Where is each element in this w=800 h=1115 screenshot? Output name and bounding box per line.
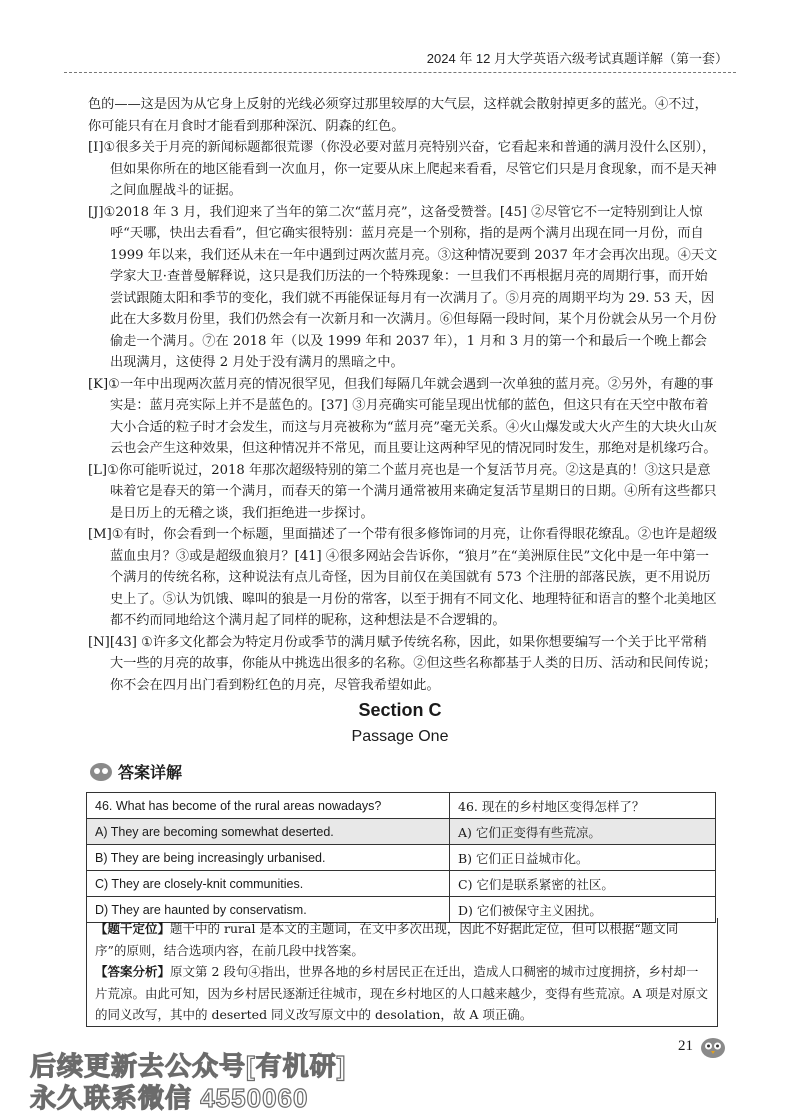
paragraph-n xyxy=(88,632,718,697)
paragraph-text: ①有时，你会看到一个标题，里面描述了一个带有很多修饰词的月亮，让你看得眼花缭乱。②也许是超级蓝血虫月？③或是超级血狼月？[41] ④很多网站会告诉你，“狼月”在“美洲原住民”文化中是一年中第一个满月的传统名称，这种说法有点儿奇怪，因为目前仅在美国就有 573 个注册的部落民族，更不用说历史上了。⑤认为饥饿、嗥叫的狼是一月份的常客，以至于拥有不同文化、地理特征和语言的整个北美地区都不约而同地给这个满月起了同样的昵称，这种想法是不合逻辑的。 xyxy=(110,527,718,628)
paragraph-l xyxy=(88,460,718,525)
option-zh: A) 它们正变得有些荒凉。 xyxy=(450,819,716,845)
paragraph-text: ①你可能听说过，2018 年那次超级特别的第二个蓝月亮也是一个复活节月亮。②这是真的！③这只是意味着它是春天的第一个满月，而春天的第一个满月通常被用来确定复活节星期日的日期。④所有这些都只是日历上的无稽之谈，我们拒绝进一步探讨。 xyxy=(107,462,717,521)
paragraph-label: [J] xyxy=(88,204,104,220)
question-en: 46. What has become of the rural areas nowadays? xyxy=(87,793,450,819)
paragraph-text: [43] ①许多文化都会为特定月份或季节的满月赋予传统名称，因此，如果你想要编写一个关于比平常稍大一些的月亮的故事，你能从中挑选出很多的名称。②但这些名称都基于人类的日历、活动和民间传说；你不会在四月出门看到粉红色的月亮，尽管我希望如此。 xyxy=(109,634,717,693)
option-en: C) They are closely-knit communities. xyxy=(87,871,450,897)
paragraph-label: [N] xyxy=(88,634,110,650)
owl-mascot-icon xyxy=(90,763,112,781)
answer-tag: 【答案分析】 xyxy=(95,964,171,979)
paragraph-label: [M] xyxy=(88,527,112,542)
locate-tag: 【题干定位】 xyxy=(95,921,171,936)
option-en: D) They are haunted by conservatism. xyxy=(87,897,450,923)
watermark-line-1: 后续更新去公众号[有机研] xyxy=(30,1051,347,1081)
page-number: 21 xyxy=(678,1038,693,1054)
watermark-line-2: 永久联系微信 4550060 xyxy=(30,1083,309,1113)
answer-text: 原文第 2 段句④指出，世界各地的乡村居民正在迁出，造成人口稠密的城市过度拥挤，乡村却一片荒凉。由此可知，因为乡村居民逐渐迁往城市，现在乡村地区的人口越来越少，变得有些荒凉。A 项是对原文的同义改写，其中的 deserted 同义改写原文中的 desolation，故 A 项正确。 xyxy=(95,964,709,1022)
answer-heading xyxy=(90,760,182,783)
option-zh: D) 它们被保守主义困扰。 xyxy=(450,897,716,923)
locate-paragraph xyxy=(95,918,709,961)
question-zh: 46. 现在的乡村地区变得怎样了？ xyxy=(450,793,716,819)
paragraph-k xyxy=(88,374,718,460)
option-en: B) They are being increasingly urbanised. xyxy=(87,845,450,871)
running-header: 2024 年 12 月大学英语六级考试真题详解（第一套） xyxy=(426,51,728,66)
section-title: Section C xyxy=(358,700,442,720)
paragraph-label: [I] xyxy=(88,140,104,155)
paragraph-text: ①很多关于月亮的新闻标题都很荒谬（你没必要对蓝月亮特别兴奋，它看起来和普通的满月没什么区别），但如果你所在的地区能看到一次血月，你一定要从床上爬起来看看，尽管它们只是月食现象，而不是天神之间血腥战斗的证据。 xyxy=(103,140,717,198)
paragraph-j xyxy=(88,202,718,374)
paragraph-text: ①2018 年 3 月，我们迎来了当年的第二次“蓝月亮”，这备受赞誉。[45] ②尽管它不一定特别到让人惊呼“天哪，快出去看看”，但它确实很特别：蓝月亮是一个别称，指的是两个满月出现在同一月份，而自 1999 年以来，我们还从未在一年中遇到过两次蓝月亮。③这种情况要到 2037 年才会再次出现。④天文学家大卫·查普曼解释说，这只是我们历法的一个特殊现象：一旦我们不再根据月亮的周期行事，而开始尝试跟随太阳和季节的变化，我们就不再能保证每月有一次满月了。⑤月亮的周期平均为 29. 53 天，因此在大多数月份里，我们仍然会有一次新月和一次满月。⑥但每隔一段时间，某个月份就会从另一个月份偷走一个满月。⑦在 2018 年（以及 1999 年和 2037 年），1 月和 3 月的第一个和最后一个晚上都会出现满月，这使得 2 月处于没有满月的黑暗之中。 xyxy=(103,204,718,370)
paragraph-label: [L] xyxy=(88,462,108,478)
translation-body xyxy=(88,94,718,696)
paragraph-m xyxy=(88,524,718,632)
question-row xyxy=(87,793,716,819)
paragraph-text: ①一年中出现两次蓝月亮的情况很罕见，但我们每隔几年就会遇到一次单独的蓝月亮。②另外，有趣的事实是：蓝月亮实际上并不是蓝色的。[37] ③月亮确实可能呈现出忧郁的蓝色，但这只有在天空中散布着大小合适的粒子时才会发生，而这与月亮被称为“蓝月亮”毫无关系。④火山爆发或大火产生的大块火山灰云也会产生这种效果，但这种情况并不常见，而且要让这两种罕见的情况同时发生，那绝对是机缘巧合。 xyxy=(108,376,717,456)
header-divider xyxy=(64,72,736,73)
paragraph-label: [K] xyxy=(88,376,109,392)
option-zh: C) 它们是联系紧密的社区。 xyxy=(450,871,716,897)
option-zh: B) 它们正日益城市化。 xyxy=(450,845,716,871)
option-row-a xyxy=(87,819,716,845)
answer-analysis-box xyxy=(86,918,718,1027)
paragraph-i xyxy=(88,137,718,202)
passage-title: Passage One xyxy=(351,728,449,745)
question-table xyxy=(86,792,716,923)
answer-paragraph xyxy=(95,961,709,1026)
locate-text: 题干中的 rural 是本文的主题词，在文中多次出现，因此不好据此定位，但可以根据“题文同序”的原则，结合选项内容，在前几段中找答案。 xyxy=(95,921,679,958)
paragraph-continuation xyxy=(88,94,718,137)
option-row-b xyxy=(87,845,716,871)
paragraph-text: 色的——这是因为从它身上反射的光线必须穿过那里较厚的大气层，这样就会散射掉更多的蓝光。④不过，你可能只有在月食时才能看到那种深沉、阴森的红色。 xyxy=(88,97,708,134)
owl-footer-icon xyxy=(700,1036,726,1058)
option-en: A) They are becoming somewhat deserted. xyxy=(87,819,450,845)
answer-heading-text: 答案详解 xyxy=(118,765,183,782)
option-row-c xyxy=(87,871,716,897)
